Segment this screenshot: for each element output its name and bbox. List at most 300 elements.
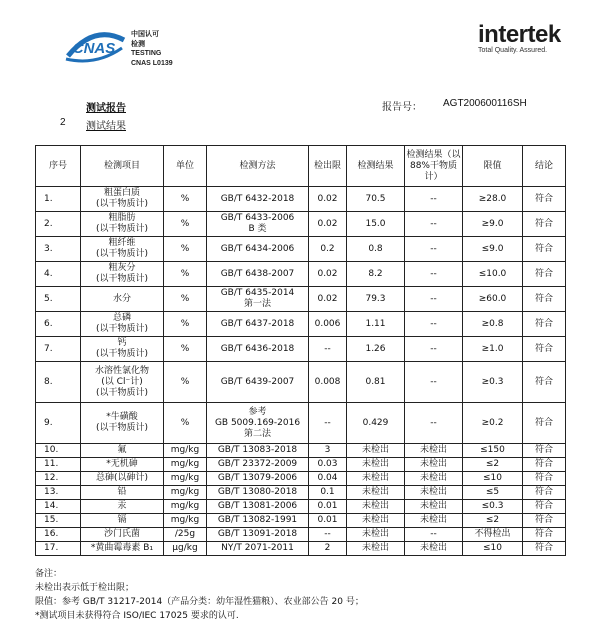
result-dry-basis (405, 187, 463, 212)
conclusion (523, 444, 566, 458)
header-method: 检测方法 (207, 146, 309, 187)
table-row (36, 458, 566, 472)
conclusion (523, 472, 566, 486)
detection-limit-text: 0.02 (317, 293, 338, 304)
test-result (347, 362, 405, 403)
detection-limit (309, 472, 347, 486)
limit-value-text: ≤150 (480, 445, 505, 455)
result-dry-basis-text: -- (430, 417, 437, 428)
detection-limit-text: 3 (324, 445, 331, 455)
unit-text: % (180, 243, 190, 254)
unit (164, 187, 207, 212)
limit-value (463, 458, 523, 472)
test-method-text: GB/T 13082-1991 (217, 515, 298, 525)
report-title: 测试报告 (86, 103, 126, 114)
test-item-text: 粗脂肪 (108, 213, 136, 223)
conclusion (523, 458, 566, 472)
conclusion (523, 262, 566, 287)
table-row (36, 262, 566, 287)
limit-value-text: ≥0.2 (481, 417, 504, 428)
test-item-text: *黄曲霉毒素 B₁ (90, 543, 154, 553)
table-row (36, 528, 566, 542)
detection-limit-text: 0.02 (317, 193, 338, 204)
detection-limit-text: 0.2 (320, 243, 335, 254)
row-number (36, 514, 81, 528)
table-row (36, 362, 566, 403)
test-item (81, 237, 164, 262)
conclusion (523, 312, 566, 337)
detection-limit (309, 362, 347, 403)
detection-limit-text: -- (324, 417, 331, 428)
test-method-text: B 类 (248, 224, 267, 234)
row-number (36, 187, 81, 212)
detection-limit-text: 0.006 (314, 318, 341, 329)
detection-limit (309, 312, 347, 337)
test-item (81, 486, 164, 500)
cnas-line: CNAS L0139 (131, 59, 173, 67)
row-number (36, 458, 81, 472)
conclusion-text: 符合 (534, 376, 553, 387)
row-number-text: 4. (44, 268, 53, 279)
result-dry-basis (405, 362, 463, 403)
test-result (347, 444, 405, 458)
test-result (347, 500, 405, 514)
header-result-dry: 检测结果（以 88%干物质计） (405, 146, 463, 187)
unit-text: % (180, 417, 190, 428)
unit (164, 237, 207, 262)
conclusion (523, 287, 566, 312)
test-method-text: GB/T 23372-2009 (217, 459, 298, 469)
section-title: 测试结果 (86, 121, 126, 132)
test-item (81, 287, 164, 312)
conclusion-text: 符合 (534, 318, 553, 329)
limit-value (463, 528, 523, 542)
limit-value (463, 514, 523, 528)
test-method (207, 444, 309, 458)
row-number (36, 528, 81, 542)
unit-text: % (180, 343, 190, 354)
test-result (347, 542, 405, 556)
conclusion-text: 符合 (534, 293, 553, 304)
test-method-text: GB/T 13080-2018 (217, 487, 298, 497)
row-number-text: 15. (44, 515, 59, 525)
unit-text: % (180, 293, 190, 304)
row-number-text: 6. (44, 318, 53, 329)
result-dry-basis-text: -- (430, 193, 437, 204)
test-method (207, 472, 309, 486)
test-item (81, 187, 164, 212)
limit-value (463, 542, 523, 556)
results-table (35, 145, 566, 556)
limit-value-text: ≤2 (485, 515, 500, 525)
test-method-text: GB/T 13081-2006 (217, 501, 298, 511)
conclusion-text: 符合 (534, 473, 553, 483)
test-item-text: (以干物质计) (95, 249, 149, 259)
detection-limit-text: -- (324, 343, 331, 354)
unit-text: mg/kg (170, 515, 200, 525)
unit (164, 312, 207, 337)
limit-value (463, 472, 523, 486)
result-dry-basis (405, 212, 463, 237)
detection-limit (309, 287, 347, 312)
test-result (347, 187, 405, 212)
test-result (347, 528, 405, 542)
table-row (36, 237, 566, 262)
detection-limit (309, 458, 347, 472)
table-row (36, 472, 566, 486)
result-dry-basis-text: -- (430, 529, 437, 539)
limit-value-text: ≤0.3 (481, 501, 504, 511)
test-item-text: 汞 (117, 501, 127, 511)
header-lod: 检出限 (309, 146, 347, 187)
test-result-text: 1.11 (365, 318, 386, 329)
limit-value-text: ≤10 (483, 543, 502, 553)
test-result-text: 1.26 (365, 343, 386, 354)
test-item (81, 528, 164, 542)
test-item-text: (以干物质计) (95, 199, 149, 209)
test-method-text: 第二法 (243, 428, 271, 439)
detection-limit (309, 262, 347, 287)
limit-value-text: ≤2 (485, 459, 500, 469)
test-item (81, 500, 164, 514)
result-dry-basis-text: -- (430, 243, 437, 254)
conclusion-text: 符合 (534, 501, 553, 511)
test-result (347, 514, 405, 528)
table-row (36, 514, 566, 528)
test-item (81, 403, 164, 444)
result-dry-basis-text: -- (430, 318, 437, 329)
row-number (36, 472, 81, 486)
test-item-text: 氟 (117, 445, 127, 455)
conclusion (523, 514, 566, 528)
conclusion (523, 500, 566, 514)
report-number: AGT200600116SH (443, 98, 527, 109)
result-dry-basis (405, 312, 463, 337)
detection-limit (309, 542, 347, 556)
result-dry-basis-text: 未检出 (419, 459, 447, 469)
test-result-text: 未检出 (361, 487, 389, 497)
test-result (347, 287, 405, 312)
test-method (207, 187, 309, 212)
result-dry-basis (405, 514, 463, 528)
detection-limit (309, 237, 347, 262)
test-method (207, 458, 309, 472)
row-number (36, 403, 81, 444)
test-item-text: 镉 (117, 515, 127, 525)
result-dry-basis-text: 未检出 (419, 543, 447, 553)
test-result-text: 0.81 (365, 376, 386, 387)
limit-value-text: ≤10 (483, 473, 502, 483)
test-method-text: GB/T 6434-2006 (220, 243, 295, 254)
limit-value (463, 262, 523, 287)
conclusion (523, 237, 566, 262)
conclusion-text: 符合 (534, 343, 553, 354)
row-number-text: 14. (44, 501, 59, 511)
result-dry-basis-text: 未检出 (419, 515, 447, 525)
test-item-text: 铅 (117, 487, 127, 497)
cnas-line: 检测 (131, 40, 145, 48)
test-item-text: 水溶性氯化物 (94, 365, 149, 376)
test-result-text: 未检出 (361, 459, 389, 469)
limit-value-text: ≤10.0 (478, 268, 507, 279)
conclusion (523, 187, 566, 212)
result-dry-basis-text: 未检出 (419, 473, 447, 483)
conclusion-text: 符合 (534, 459, 553, 469)
test-method (207, 337, 309, 362)
test-method (207, 237, 309, 262)
test-result-text: 79.3 (365, 293, 386, 304)
conclusion-text: 符合 (534, 487, 553, 497)
test-result-text: 未检出 (361, 473, 389, 483)
result-dry-basis (405, 337, 463, 362)
test-method-text: GB/T 6438-2007 (220, 268, 295, 279)
test-method (207, 514, 309, 528)
conclusion-text: 符合 (534, 193, 553, 204)
notes-line: *测试项目未获得符合 ISO/IEC 17025 要求的认可. (35, 611, 239, 621)
row-number-text: 13. (44, 487, 59, 497)
test-result-text: 未检出 (361, 515, 389, 525)
header-limit: 限值 (463, 146, 523, 187)
conclusion (523, 542, 566, 556)
limit-value (463, 337, 523, 362)
table-row (36, 403, 566, 444)
row-number (36, 337, 81, 362)
row-number-text: 5. (44, 293, 53, 304)
unit-text: % (180, 193, 190, 204)
row-number-text: 2. (44, 218, 53, 229)
conclusion-text: 符合 (534, 515, 553, 525)
cnas-logo (58, 26, 130, 64)
limit-value (463, 362, 523, 403)
notes (35, 567, 364, 623)
conclusion-text: 符合 (534, 218, 553, 229)
test-method-text: GB/T 13083-2018 (217, 445, 298, 455)
test-result-text: 0.429 (362, 417, 389, 428)
test-item (81, 472, 164, 486)
conclusion-text: 符合 (534, 268, 553, 279)
test-item-text: (以干物质计) (95, 224, 149, 234)
result-dry-basis-text: 未检出 (419, 501, 447, 511)
limit-value-text: ≤5 (485, 487, 500, 497)
result-dry-basis (405, 486, 463, 500)
test-item-text: (以干物质计) (95, 349, 149, 359)
test-item (81, 212, 164, 237)
detection-limit-text: 0.04 (317, 473, 338, 483)
detection-limit-text: 0.008 (314, 376, 341, 387)
limit-value (463, 212, 523, 237)
row-number-text: 8. (44, 376, 53, 387)
cnas-line: 中国认可 (131, 31, 159, 38)
test-item-text: 粗蛋白质 (103, 188, 140, 198)
unit-text: % (180, 376, 190, 387)
detection-limit (309, 514, 347, 528)
test-result-text: 未检出 (361, 529, 389, 539)
limit-value (463, 486, 523, 500)
result-dry-basis (405, 262, 463, 287)
unit (164, 212, 207, 237)
test-method-text: 第一法 (243, 299, 271, 309)
row-number (36, 237, 81, 262)
test-result (347, 212, 405, 237)
test-item-text: 水分 (112, 293, 131, 304)
table-body (36, 187, 566, 556)
test-method (207, 528, 309, 542)
intertek-logo (478, 22, 561, 54)
limit-value-text: ≥28.0 (478, 193, 507, 204)
result-dry-basis (405, 403, 463, 444)
limit-value (463, 444, 523, 458)
result-dry-basis-text: -- (430, 218, 437, 229)
test-method-text: GB/T 6435-2014 (220, 288, 295, 298)
test-item-text: (以干物质计) (95, 274, 149, 284)
unit-text: % (180, 318, 190, 329)
unit (164, 514, 207, 528)
section-number: 2 (60, 117, 66, 128)
detection-limit (309, 500, 347, 514)
detection-limit-text: 0.02 (317, 268, 338, 279)
limit-value-text: ≥1.0 (481, 343, 504, 354)
unit-text: mg/kg (170, 501, 200, 511)
test-item (81, 362, 164, 403)
test-method (207, 212, 309, 237)
detection-limit-text: 0.03 (317, 459, 338, 469)
row-number (36, 362, 81, 403)
header-conclusion: 结论 (523, 146, 566, 187)
table-row (36, 337, 566, 362)
detection-limit-text: 0.1 (320, 487, 335, 497)
test-method-text: GB/T 6433-2006 (220, 213, 295, 223)
test-item-text: 沙门氏菌 (103, 529, 140, 539)
test-result (347, 458, 405, 472)
unit (164, 542, 207, 556)
table-row (36, 187, 566, 212)
notes-line: 未检出表示低于检出限； (35, 583, 135, 593)
test-item (81, 542, 164, 556)
detection-limit (309, 212, 347, 237)
test-item-text: (以干物质计) (95, 324, 149, 334)
result-dry-basis (405, 444, 463, 458)
test-result (347, 262, 405, 287)
limit-value-text: 不得检出 (474, 529, 511, 539)
test-result (347, 486, 405, 500)
test-item (81, 337, 164, 362)
brand-tagline: Total Quality. Assured. (478, 47, 548, 54)
detection-limit (309, 444, 347, 458)
conclusion (523, 362, 566, 403)
test-method-text: GB/T 13091-2018 (217, 529, 298, 539)
result-dry-basis (405, 500, 463, 514)
row-number-text: 3. (44, 243, 53, 254)
unit (164, 528, 207, 542)
detection-limit-text: 2 (324, 543, 331, 553)
unit-text: mg/kg (170, 473, 200, 483)
limit-value (463, 187, 523, 212)
unit (164, 472, 207, 486)
table-row (36, 312, 566, 337)
result-dry-basis-text: -- (430, 376, 437, 387)
row-number-text: 12. (44, 473, 59, 483)
test-result (347, 403, 405, 444)
unit (164, 403, 207, 444)
test-item-text: 总磷 (112, 313, 131, 323)
table-row (36, 444, 566, 458)
test-method (207, 362, 309, 403)
row-number (36, 500, 81, 514)
row-number-text: 10. (44, 445, 59, 455)
test-method-text: GB/T 6432-2018 (220, 193, 295, 204)
table-row (36, 500, 566, 514)
test-result-text: 15.0 (365, 218, 386, 229)
test-item (81, 312, 164, 337)
test-method-text: GB/T 13079-2006 (217, 473, 298, 483)
result-dry-basis (405, 458, 463, 472)
unit-text: % (180, 218, 190, 229)
limit-value (463, 312, 523, 337)
detection-limit (309, 486, 347, 500)
unit (164, 287, 207, 312)
test-item (81, 262, 164, 287)
test-method (207, 403, 309, 444)
result-dry-basis-text: -- (430, 343, 437, 354)
unit (164, 337, 207, 362)
header-item: 检测项目 (81, 146, 164, 187)
row-number (36, 287, 81, 312)
test-method-text: GB/T 6437-2018 (220, 318, 295, 329)
result-dry-basis-text: -- (430, 268, 437, 279)
unit (164, 500, 207, 514)
row-number-text: 1. (44, 193, 53, 204)
conclusion (523, 212, 566, 237)
table-row (36, 212, 566, 237)
test-result-text: 未检出 (361, 445, 389, 455)
test-item-text: 粗灰分 (108, 263, 136, 273)
unit (164, 486, 207, 500)
test-result-text: 70.5 (365, 193, 386, 204)
unit (164, 444, 207, 458)
test-item-text: *无机砷 (106, 459, 138, 469)
test-item-text: (以 Cl⁻计) (101, 376, 143, 387)
test-result-text: 未检出 (361, 501, 389, 511)
detection-limit-text: 0.02 (317, 218, 338, 229)
test-result (347, 337, 405, 362)
brand-name: intertek (478, 21, 561, 48)
header-seq: 序号 (36, 146, 81, 187)
detection-limit (309, 528, 347, 542)
result-dry-basis (405, 528, 463, 542)
test-method-text: NY/T 2071-2011 (221, 543, 294, 553)
limit-value-text: ≥60.0 (478, 293, 507, 304)
test-item (81, 514, 164, 528)
unit-text: /25g (174, 529, 196, 539)
conclusion-text: 符合 (534, 445, 553, 455)
detection-limit-text: 0.01 (317, 515, 338, 525)
test-method (207, 486, 309, 500)
conclusion-text: 符合 (534, 543, 553, 553)
limit-value (463, 403, 523, 444)
test-result-text: 未检出 (361, 543, 389, 553)
row-number-text: 17. (44, 543, 59, 553)
unit-text: mg/kg (170, 459, 200, 469)
result-dry-basis (405, 542, 463, 556)
test-item (81, 458, 164, 472)
report-no-label: 报告号： (382, 102, 422, 113)
unit-text: % (180, 268, 190, 279)
test-method (207, 542, 309, 556)
unit (164, 458, 207, 472)
cnas-logo-text: CNAS (72, 40, 116, 57)
conclusion (523, 337, 566, 362)
test-item-text: 钙 (117, 338, 127, 348)
